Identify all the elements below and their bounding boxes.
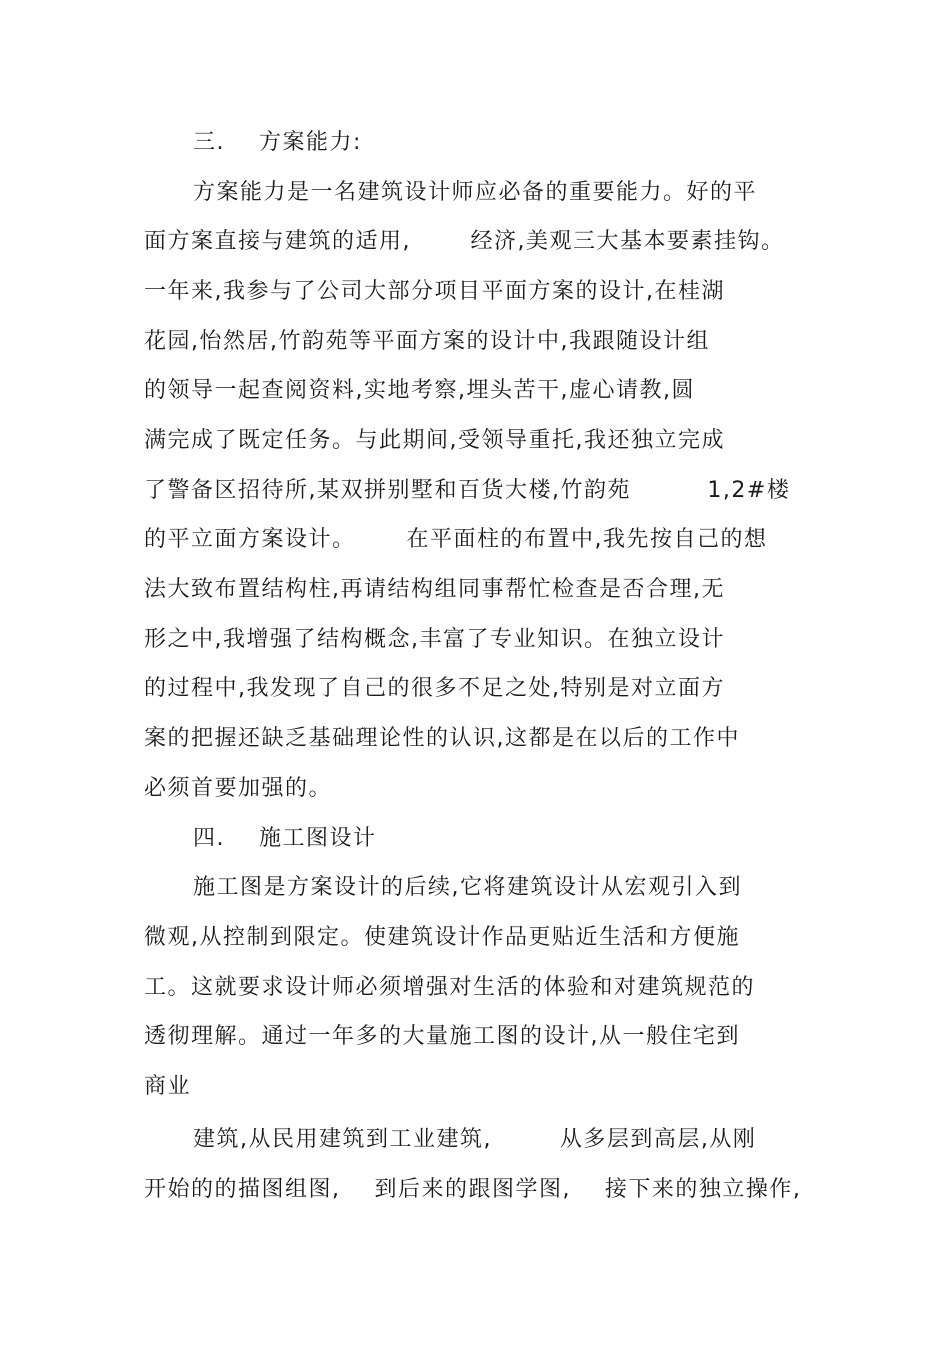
paragraph-line: 施工图是方案设计的后续,它将建筑设计从宏观引入到 [193,875,742,900]
paragraph-line: 了警备区招待所,某双拼别墅和百货大楼,竹韵苑 1,2#楼 [144,478,791,503]
paragraph-line: 必须首要加强的。 [144,776,333,801]
paragraph-line: 建筑,从民用建筑到工业建筑, 从多层到高层,从刚 [193,1127,757,1152]
paragraph-line: 一年来,我参与了公司大部分项目平面方案的设计,在桂湖 [144,279,725,304]
paragraph-line: 面方案直接与建筑的适用, 经济,美观三大基本要素挂钩。 [144,229,785,254]
paragraph-line: 工。这就要求设计师必须增强对生活的体验和对建筑规范的 [144,975,756,1000]
paragraph-line: 透彻理解。通过一年多的大量施工图的设计,从一般住宅到 [144,1024,740,1049]
paragraph-line: 满完成了既定任务。与此期间,受领导重托,我还独立完成 [144,428,725,453]
paragraph-line: 方案能力是一名建筑设计师应必备的重要能力。好的平 [193,180,758,205]
paragraph-line: 的过程中,我发现了自己的很多不足之处,特别是对立面方 [144,676,725,701]
paragraph-line: 法大致布置结构柱,再请结构组同事帮忙检查是否合理,无 [144,577,725,602]
paragraph-line: 形之中,我增强了结构概念,丰富了专业知识。在独立设计 [144,627,725,652]
paragraph-line: 开始的的描图组图, 到后来的跟图学图, 接下来的独立操作, [144,1177,802,1202]
paragraph-line: 案的把握还缺乏基础理论性的认识,这都是在以后的工作中 [144,726,740,751]
section-heading-3: 三. 方案能力: [193,130,362,155]
section-heading-4: 四. 施工图设计 [193,826,377,851]
paragraph-line: 的领导一起查阅资料,实地考察,埋头苦干,虚心请教,圆 [144,378,695,403]
paragraph-line: 花园,怡然居,竹韵苑等平面方案的设计中,我跟随设计组 [144,329,710,354]
paragraph-line: 商业 [144,1074,192,1099]
paragraph-line: 微观,从控制到限定。使建筑设计作品更贴近生活和方便施 [144,925,740,950]
paragraph-line: 的平立面方案设计。 在平面柱的布置中,我先按自己的想 [144,527,768,552]
